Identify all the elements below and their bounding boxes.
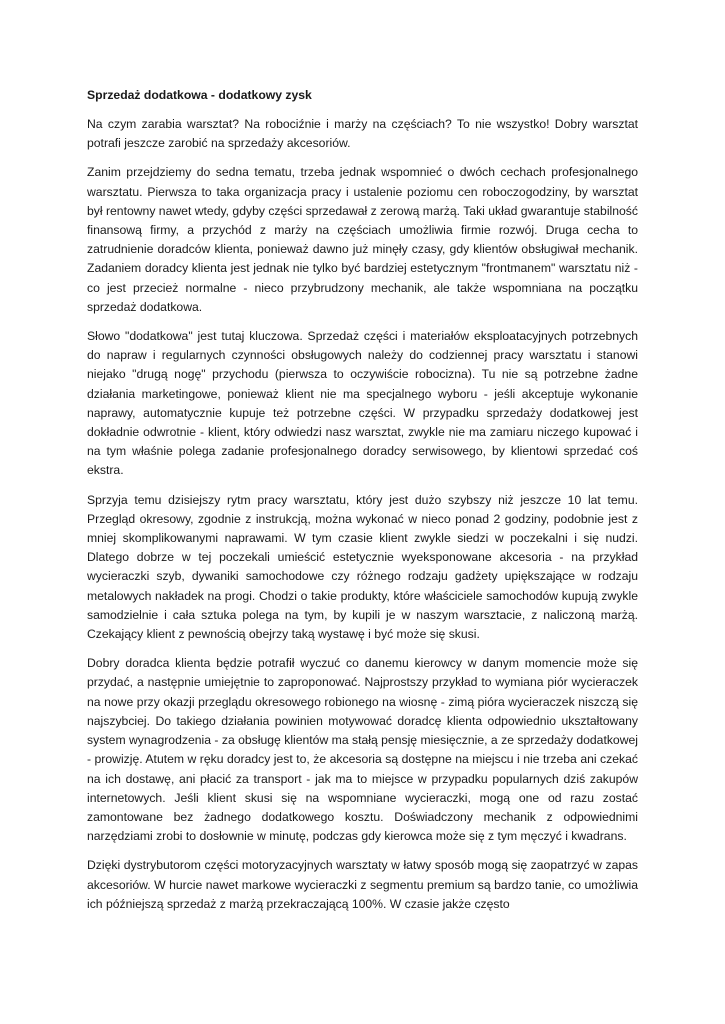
paragraph-waiting-room: Sprzyja temu dzisiejszy rytm pracy warsztatu, który jest dużo szybszy niż jeszcze 10 lat temu. Przegląd okresowy, zgodnie z instrukcją, można wykonać w nieco ponad 2 godziny, podobnie jest z mniej skomplikowanymi naprawami. W tym czasie klient zwykle siedzi w poczekalni i się nudzi. Dlatego dobrze w tej poczekali umieścić estetycznie wyeksponowane akcesoria - na przykład wycieraczki szyb, dywaniki samochodowe czy różnego rodzaju gadżety upiększające w rodzaju metalowych nakładek na progi. Chodzi o takie produkty, które właściciele samochodów kupują zwykle samodzielnie i cała sztuka polega na tym, by kupili je w naszym warsztacie, z naliczoną marżą. Czekający klient z pewnością obejrzy taką wystawę i być może się skusi. bbox=[87, 492, 638, 642]
document-title: Sprzedaż dodatkowa - dodatkowy zysk bbox=[87, 88, 312, 102]
paragraph-service-advisor: Dobry doradca klienta będzie potrafił wyczuć co danemu kierowcy w danym momencie może się przydać, a następnie umiejętnie to zaproponować. Najprostszy przykład to wymiana piór wycieraczek na nowe przy okazji przeglądu okresowego robionego na wiosnę - zimą pióra wycieraczek niszczą się najszybciej. Do takiego działania powinien motywować doradcę klienta odpowiednio ukształtowany system wynagrodzenia - za obsługę klientów ma stałą pensję miesięcznie, a ze sprzedaży dodatkowej - prowizję. Atutem w ręku doradcy jest to, że akcesoria są dostępne na miejscu i nie trzeba ani czekać na ich dostawę, ani płacić za transport - jak ma to miejsce w przypadku popularnych dziś zakupów internetowych. Jeśli klient skusi się na wspomniane wycieraczki, mogą one od razu zostać zamontowane bez żadnego dodatkowego kosztu. Doświadczony mechanik z odpowiednimi narzędziami zrobi to dosłownie w minutę, podczas gdy kierowca może się z tym męczyć i kwadrans. bbox=[87, 656, 638, 844]
paragraph-intro: Na czym zarabia warsztat? Na robociźnie i marży na częściach? To nie wszystko! Dobry warsztat potrafi jeszcze zarobić na sprzedaży akcesoriów. bbox=[87, 117, 638, 151]
paragraph-additional-sales: Słowo "dodatkowa" jest tutaj kluczowa. Sprzedaż części i materiałów eksploatacyjnych potrzebnych do napraw i regularnych czynności obsługowych należy do codziennej pracy warsztatu i stanowi niejako "drugą nogę" przychodu (pierwsza to oczywiście robocizna). Tu nie są potrzebne żadne działania marketingowe, ponieważ klient nie ma specjalnego wyboru - jeśli akceptuje wykonanie naprawy, automatycznie kupuje też potrzebne części. W przypadku sprzedaży dodatkowej jest dokładnie odwrotnie - klient, który odwiedzi nasz warsztat, zwykle nie ma zamiaru niczego kupować i na tym właśnie polega zadanie profesjonalnego doradcy serwisowego, by klientowi sprzedać coś ekstra. bbox=[87, 329, 638, 478]
paragraph-distributors: Dzięki dystrybutorom części motoryzacyjnych warsztaty w łatwy sposób mogą się zaopatrzyć w zapas akcesoriów. W hurcie nawet markowe wycieraczki z segmentu premium są bardzo tanie, co umożliwia ich późniejszą sprzedaż z marżą przekraczającą 100%. W czasie jakże często bbox=[87, 858, 638, 911]
document-page bbox=[87, 86, 638, 924]
paragraph-workshop-traits: Zanim przejdziemy do sedna tematu, trzeba jednak wspomnieć o dwóch cechach profesjonalnego warsztatu. Pierwsza to taka organizacja pracy i ustalenie poziomu cen roboczogodziny, by warsztat był rentowny nawet wtedy, gdyby części sprzedawał z zerową marżą. Taki układ gwarantuje stabilność finansową firmy, a przychód z marży na częściach umożliwia firmie rozwój. Druga cecha to zatrudnienie doradców klienta, ponieważ dawno już minęły czasy, gdy klientów obsługiwał mechanik. Zadaniem doradcy klienta jest jednak nie tylko być bardziej estetycznym "frontmanem" warsztatu niż - co jest przecież normalne - nieco przybrudzony mechanik, ale także wspomniana na początku sprzedaż dodatkowa. bbox=[87, 165, 638, 314]
